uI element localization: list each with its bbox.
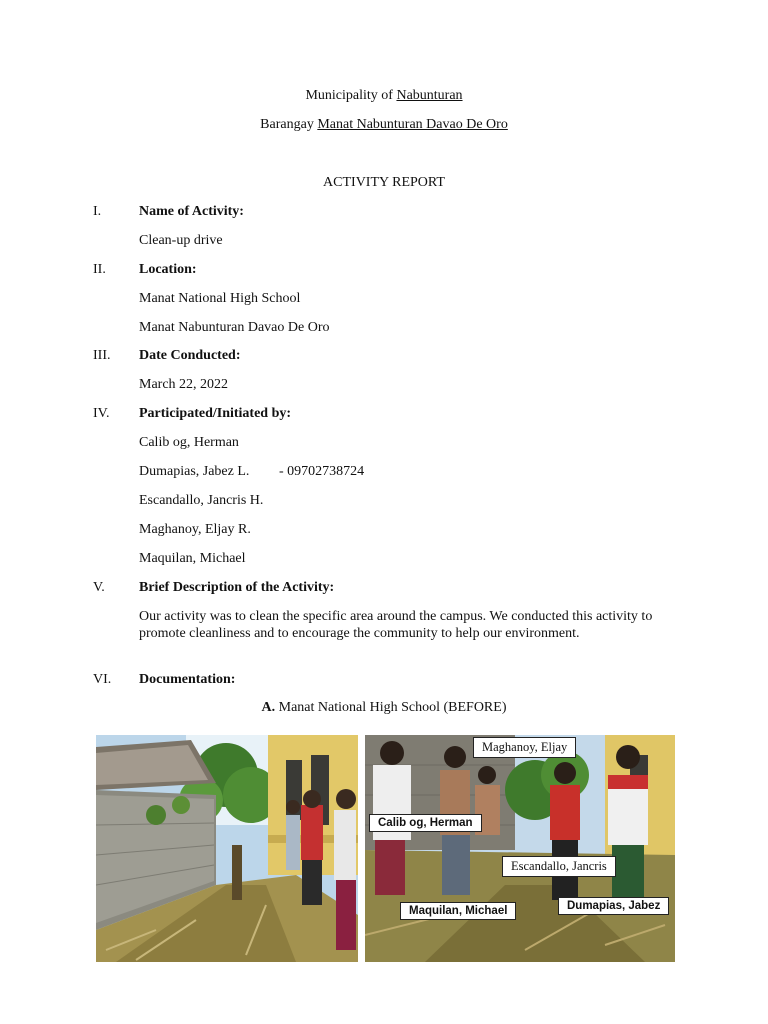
participant-phone: - 09702738724 [279, 464, 365, 479]
section-number: V. [93, 580, 105, 595]
documentation-caption: A. Manat National High School (BEFORE) [261, 700, 507, 715]
report-title: ACTIVITY REPORT [323, 175, 445, 190]
participant: Escandallo, Jancris H. [139, 493, 264, 508]
location-line: Manat National High School [139, 291, 301, 306]
section-heading: Name of Activity: [139, 204, 244, 219]
photo-label-maghanoy: Maghanoy, Eljay [473, 737, 576, 758]
barangay-line: Barangay Manat Nabunturan Davao De Oro [260, 117, 508, 132]
barangay-name: Manat Nabunturan Davao De Oro [317, 117, 508, 132]
section-heading: Date Conducted: [139, 348, 241, 363]
pathway-photo-illustration [96, 735, 358, 962]
photo-before-pathway [96, 735, 358, 962]
photo-label-maquilan: Maquilan, Michael [400, 902, 516, 920]
location-line: Manat Nabunturan Davao De Oro [139, 320, 330, 335]
section-heading: Brief Description of the Activity: [139, 580, 335, 595]
section-number: III. [93, 348, 111, 363]
photo-label-dumapias: Dumapias, Jabez [558, 897, 669, 915]
activity-description: Our activity was to clean the specific area around the campus. We conducted this activity to promote cleanliness and to encourage the community to help our environment. [139, 609, 653, 641]
activity-name: Clean-up drive [139, 233, 223, 248]
participant: Maquilan, Michael [139, 551, 246, 566]
date-conducted: March 22, 2022 [139, 377, 229, 392]
photo-label-calib: Calib og, Herman [369, 814, 482, 832]
municipality-name: Nabunturan [396, 88, 463, 103]
participants-photo-illustration [365, 735, 675, 962]
section-heading: Participated/Initiated by: [139, 406, 292, 421]
section-number: I. [93, 204, 102, 219]
participant: Calib og, Herman [139, 435, 239, 450]
section-number: VI. [93, 672, 112, 687]
section-heading: Location: [139, 262, 197, 277]
section-number: IV. [93, 406, 110, 421]
participant: Dumapias, Jabez L. [139, 464, 250, 479]
photo-label-escandallo: Escandallo, Jancris [502, 856, 616, 877]
section-number: II. [93, 262, 106, 277]
participant: Maghanoy, Eljay R. [139, 522, 251, 537]
photo-before-participants [365, 735, 675, 962]
section-heading: Documentation: [139, 672, 236, 687]
municipality-line: Municipality of Nabunturan [305, 88, 463, 103]
